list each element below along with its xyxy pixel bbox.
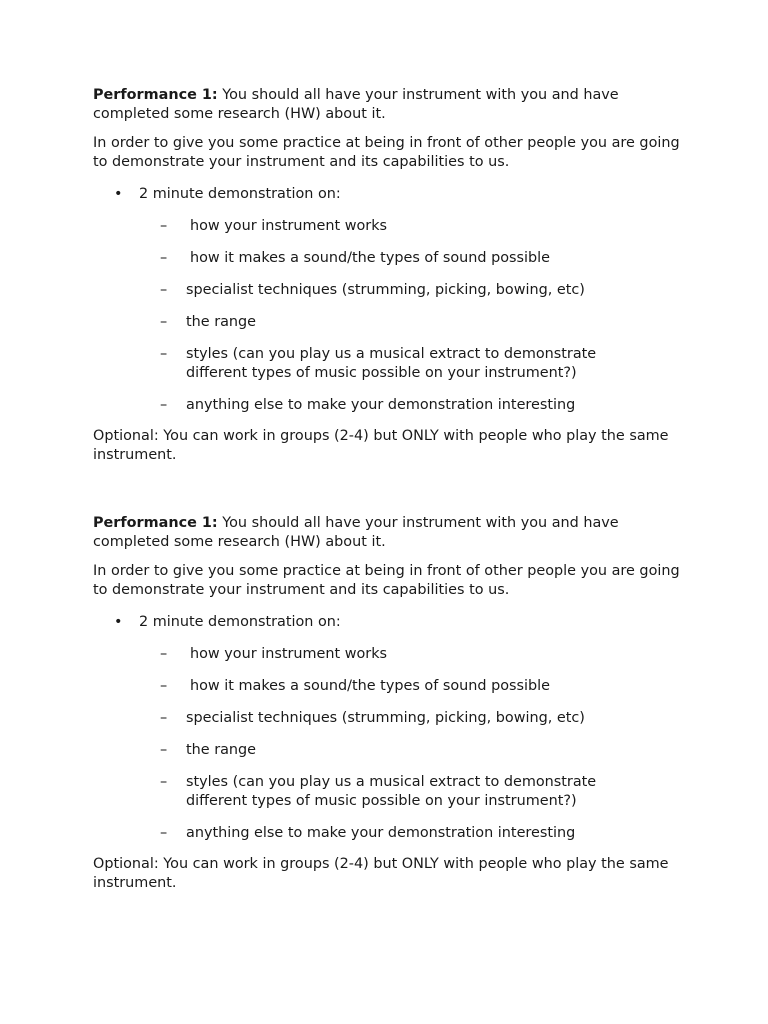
dash-icon: – bbox=[160, 314, 168, 330]
sub-item-text: anything else to make your demonstration interesting bbox=[186, 397, 576, 413]
sub-item-text: how it makes a sound/the types of sound possible bbox=[190, 250, 551, 266]
sub-item bbox=[93, 773, 693, 811]
sub-item bbox=[93, 645, 693, 664]
dash-icon: – bbox=[160, 678, 168, 694]
bullet-text: 2 minute demonstration on: bbox=[139, 614, 341, 630]
bullet-item bbox=[93, 185, 693, 204]
dash-icon: – bbox=[160, 710, 168, 726]
sub-item bbox=[93, 396, 693, 415]
dash-icon: – bbox=[160, 774, 168, 790]
intro-heading: Performance 1: bbox=[93, 87, 218, 103]
intro-paragraph bbox=[93, 86, 693, 124]
sub-item-text: styles (can you play us a musical extract to demonstrate different types of music possible on your instrument?) bbox=[186, 774, 597, 809]
sub-item bbox=[93, 313, 693, 332]
sub-item-text: specialist techniques (strumming, picking, bowing, etc) bbox=[186, 710, 585, 726]
sub-item-text: anything else to make your demonstration interesting bbox=[186, 825, 576, 841]
dash-icon: – bbox=[160, 646, 168, 662]
sub-list bbox=[93, 217, 693, 415]
intro-text: You should all have your instrument with you and have completed some research (HW) about it. bbox=[93, 87, 619, 122]
sub-item-text: the range bbox=[186, 314, 257, 330]
sub-item bbox=[93, 677, 693, 696]
sub-item-text: how your instrument works bbox=[190, 646, 388, 662]
dash-icon: – bbox=[160, 397, 168, 413]
sub-item bbox=[93, 249, 693, 268]
sub-item bbox=[93, 824, 693, 843]
sub-list bbox=[93, 645, 693, 843]
intro-paragraph bbox=[93, 514, 693, 552]
performance-block bbox=[93, 514, 693, 893]
bullet-icon: • bbox=[114, 186, 123, 202]
dash-icon: – bbox=[160, 218, 168, 234]
context-paragraph: In order to give you some practice at being in front of other people you are going to demonstrate your instrument and its capabilities to us. bbox=[93, 563, 680, 598]
context-paragraph: In order to give you some practice at being in front of other people you are going to demonstrate your instrument and its capabilities to us. bbox=[93, 135, 680, 170]
dash-icon: – bbox=[160, 346, 168, 362]
sub-item bbox=[93, 741, 693, 760]
dash-icon: – bbox=[160, 282, 168, 298]
bullet-item bbox=[93, 613, 693, 632]
intro-heading: Performance 1: bbox=[93, 515, 218, 531]
dash-icon: – bbox=[160, 825, 168, 841]
dash-icon: – bbox=[160, 250, 168, 266]
bullet-text: 2 minute demonstration on: bbox=[139, 186, 341, 202]
performance-block bbox=[93, 86, 693, 465]
sub-item bbox=[93, 217, 693, 236]
sub-item bbox=[93, 345, 693, 383]
optional-note: Optional: You can work in groups (2-4) but ONLY with people who play the same instrument. bbox=[93, 856, 669, 891]
sub-item-text: styles (can you play us a musical extract to demonstrate different types of music possible on your instrument?) bbox=[186, 346, 597, 381]
sub-item-text: the range bbox=[186, 742, 257, 758]
intro-text: You should all have your instrument with you and have completed some research (HW) about it. bbox=[93, 515, 619, 550]
dash-icon: – bbox=[160, 742, 168, 758]
sub-item-text: specialist techniques (strumming, picking, bowing, etc) bbox=[186, 282, 585, 298]
sub-item bbox=[93, 709, 693, 728]
sub-item-text: how your instrument works bbox=[190, 218, 388, 234]
optional-note: Optional: You can work in groups (2-4) but ONLY with people who play the same instrument. bbox=[93, 428, 669, 463]
sub-item-text: how it makes a sound/the types of sound possible bbox=[190, 678, 551, 694]
sub-item bbox=[93, 281, 693, 300]
bullet-icon: • bbox=[114, 614, 123, 630]
